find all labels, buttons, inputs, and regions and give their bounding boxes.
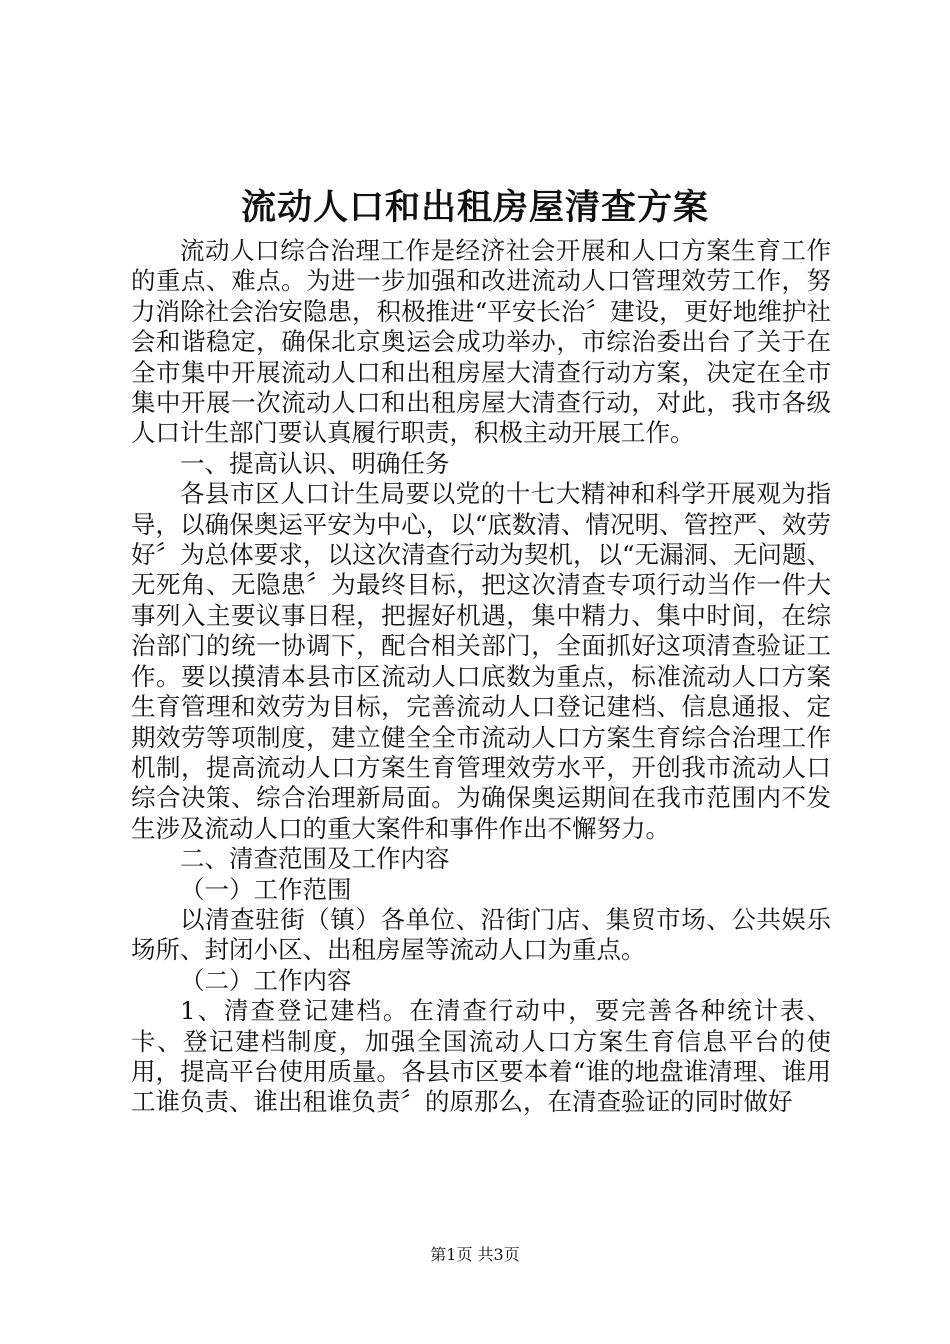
document-body (131, 236, 831, 1118)
section-heading-1: 一、提高认识、明确任务 (180, 448, 450, 478)
paragraph-scope: 以清查驻街（镇）各单位、沿街门店、集贸市场、公共娱乐场所、封闭小区、出租房屋等流动人口为重点。 (131, 904, 831, 965)
paragraph-intro: 流动人口综合治理工作是经济社会开展和人口方案生育工作的重点、难点。为进一步加强和改进流动人口管理效劳工作，努力消除社会治安隐患，积极推进“平安长治〞建设，更好地维护社会和谐稳定，确保北京奥运会成功举办，市综治委出台了关于在全市集中开展流动人口和出租房屋大清查行动方案，决定在全市集中开展一次流动人口和出租房屋大清查行动，对此，我市各级人口计生部门要认真履行职责，积极主动开展工作。 (131, 236, 831, 448)
paragraph-section-1: 各县市区人口计生局要以党的十七大精神和科学开展观为指导，以确保奥运平安为中心，以“底数清、情况明、管控严、效劳好〞为总体要求，以这次清查行动为契机，以“无漏洞、无问题、无死角、无隐患〞为最终目标，把这次清查专项行动当作一件大事列入主要议事日程，把握好机遇，集中精力、集中时间，在综治部门的统一协调下，配合相关部门，全面抓好这项清查验证工作。要以摸清本县市区流动人口底数为重点，标准流动人口方案生育管理和效劳为目标，完善流动人口登记建档、信息通报、定期效劳等项制度，建立健全全市流动人口方案生育综合治理工作机制，提高流动人口方案生育管理效劳水平，开创我市流动人口综合决策、综合治理新局面。为确保奥运期间在我市范围内不发生涉及流动人口的重大案件和事件作出不懈努力。 (131, 479, 831, 843)
document-title: 流动人口和出租房屋清查方案 (240, 187, 709, 228)
page-footer: 第1页 共3页 (430, 1245, 520, 1264)
subsection-heading-scope: （一）工作范围 (180, 874, 352, 904)
subsection-heading-content: （二）工作内容 (180, 965, 352, 995)
section-heading-2: 二、清查范围及工作内容 (180, 844, 450, 874)
paragraph-content-1: 1、清查登记建档。在清查行动中，要完善各种统计表、卡、登记建档制度，加强全国流动人口方案生育信息平台的使用，提高平台使用质量。各县市区要本着“谁的地盘谁清理、谁用工谁负责、谁出租谁负责〞的原那么，在清查验证的同时做好 (131, 996, 831, 1117)
